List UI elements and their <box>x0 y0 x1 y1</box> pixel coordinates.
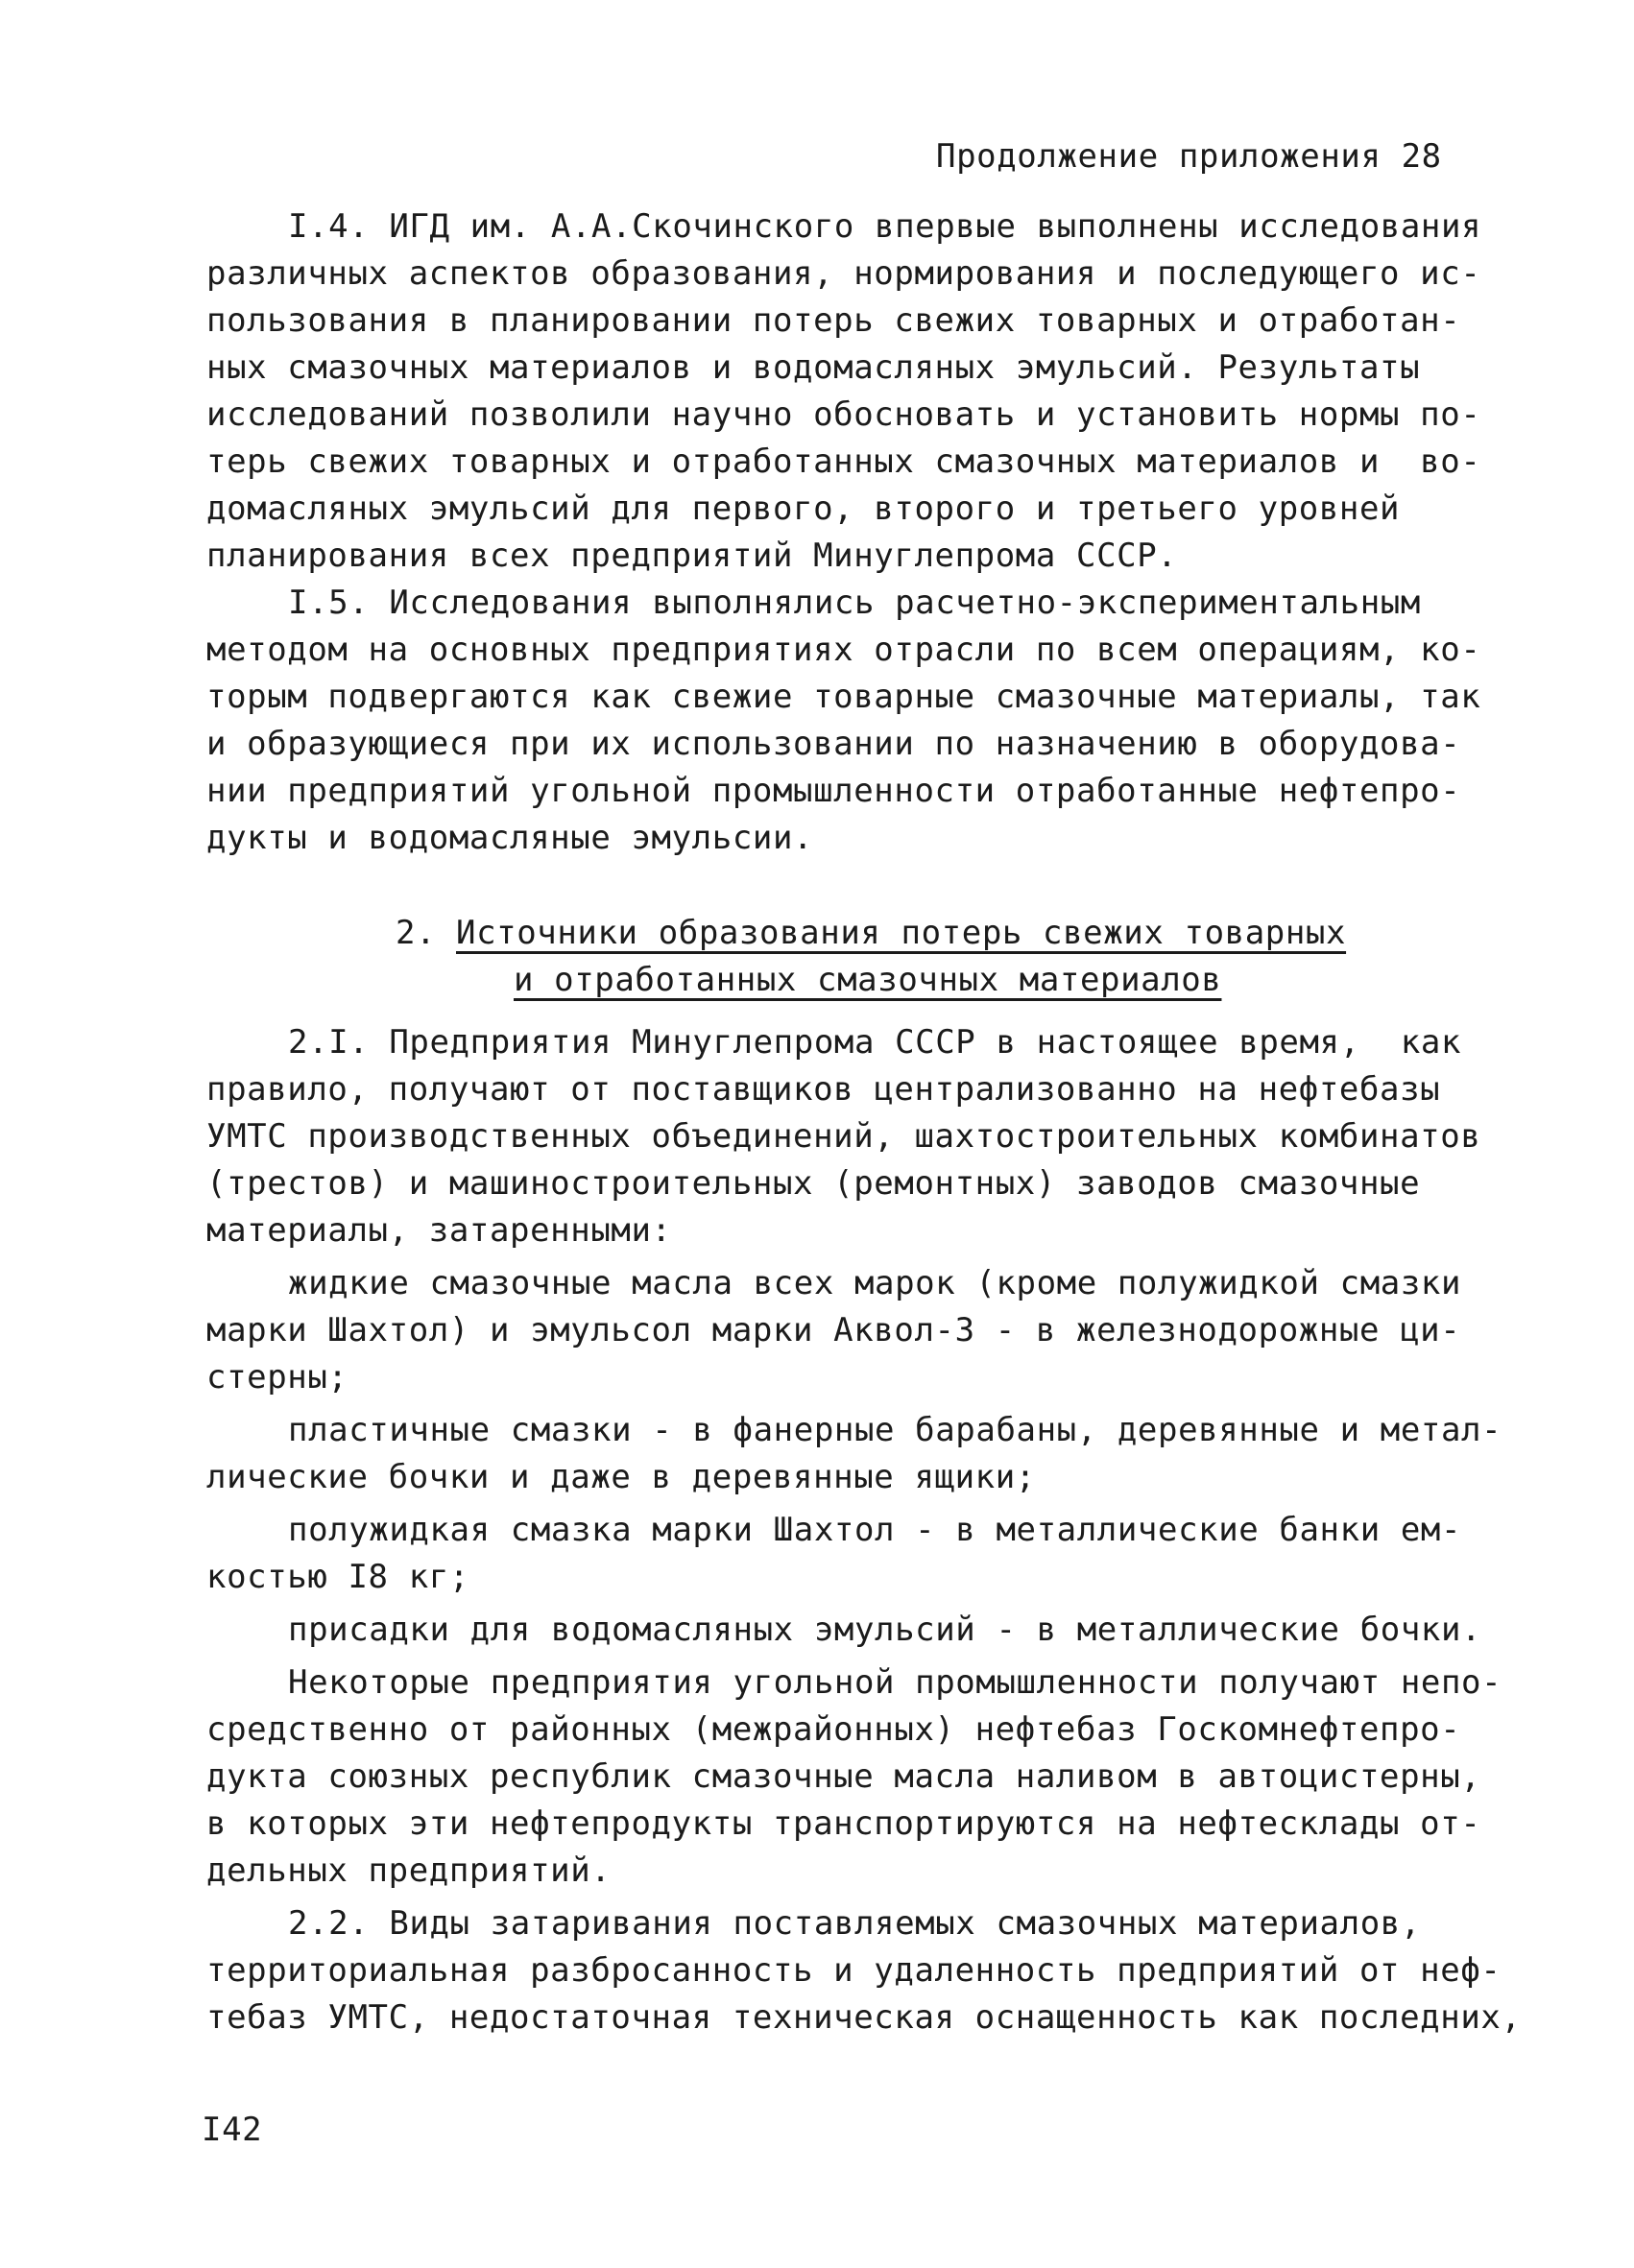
list-item-plastic-line: лические бочки и даже в деревянные ящики; <box>206 1458 1036 1496</box>
section-title-line-2: и отработанных смазочных материалов <box>514 961 1222 999</box>
page-number: I42 <box>202 2111 263 2149</box>
paragraph-1-5-line: торым подвергаются как свежие товарные смазочные материалы, так <box>206 678 1481 716</box>
paragraph-some-line: Некоторые предприятия угольной промышленности получают непо- <box>288 1663 1502 1702</box>
paragraph-1-4-line: домасляных эмульсий для первого, второго и третьего уровней <box>206 489 1401 528</box>
list-item-additives-line: присадки для водомасляных эмульсий - в металлические бочки. <box>288 1611 1482 1649</box>
section-title-line-1: Источники образования потерь свежих товарных <box>456 914 1347 952</box>
paragraph-1-4-line: исследований позволили научно обосновать и установить нормы по- <box>206 395 1481 434</box>
paragraph-2-2-line: 2.2. Виды затаривания поставляемых смазочных материалов, <box>288 1904 1421 1943</box>
paragraph-2-2-line: тебаз УМТС, недостаточная техническая оснащенность как последних, <box>206 1998 1522 2037</box>
list-item-liquid-line: марки Шахтол) и эмульсол марки Аквол-3 - в железнодорожные ци- <box>206 1311 1461 1349</box>
list-item-plastic-line: пластичные смазки - в фанерные барабаны, деревянные и метал- <box>288 1411 1502 1449</box>
list-item-semiliquid-line: полужидкая смазка марки Шахтол - в металлические банки ем- <box>288 1511 1462 1549</box>
paragraph-1-5-line: и образующиеся при их использовании по назначению в оборудова- <box>206 725 1461 763</box>
list-item-semiliquid-line: костью I8 кг; <box>206 1558 469 1596</box>
section-number: 2. <box>396 914 437 952</box>
paragraph-2-1-line: материалы, затаренными: <box>206 1211 672 1250</box>
running-header: Продолжение приложения 28 <box>936 137 1442 176</box>
paragraph-1-4-line: различных аспектов образования, нормирования и последующего ис- <box>206 254 1481 293</box>
paragraph-some-line: средственно от районных (межрайонных) нефтебаз Госкомнефтепро- <box>206 1710 1461 1749</box>
paragraph-1-4-line: планирования всех предприятий Минуглепрома СССР. <box>206 537 1178 575</box>
paragraph-1-4-line: пользования в планировании потерь свежих товарных и отработан- <box>206 301 1461 340</box>
list-item-liquid-line: стерны; <box>206 1358 348 1397</box>
paragraph-some-line: дельных предприятий. <box>206 1851 612 1890</box>
paragraph-1-4-line: терь свежих товарных и отработанных смазочных материалов и во- <box>206 442 1481 481</box>
paragraph-some-line: дукта союзных республик смазочные масла наливом в автоцистерны, <box>206 1757 1481 1796</box>
paragraph-1-5-line: дукты и водомасляные эмульсии. <box>206 819 814 857</box>
paragraph-2-1-line: (трестов) и машиностроительных (ремонтных) заводов смазочные <box>206 1164 1421 1203</box>
paragraph-1-5-line: I.5. Исследования выполнялись расчетно-экспериментальным <box>288 584 1421 622</box>
paragraph-1-4-line: I.4. ИГД им. А.А.Скочинского впервые выполнены исследования <box>288 207 1482 246</box>
paragraph-some-line: в которых эти нефтепродукты транспортируются на нефтесклады от- <box>206 1804 1481 1843</box>
paragraph-1-5-line: нии предприятий угольной промышленности отработанные нефтепро- <box>206 772 1461 810</box>
paragraph-2-1-line: УМТС производственных объединений, шахтостроительных комбинатов <box>206 1117 1481 1156</box>
paragraph-1-4-line: ных смазочных материалов и водомасляных эмульсий. Результаты <box>206 348 1421 387</box>
paragraph-2-1-line: 2.I. Предприятия Минуглепрома СССР в настоящее время, как <box>288 1023 1462 1062</box>
list-item-liquid-line: жидкие смазочные масла всех марок (кроме полужидкой смазки <box>288 1264 1462 1302</box>
paragraph-2-1-line: правило, получают от поставщиков централизованно на нефтебазы <box>206 1070 1441 1109</box>
paragraph-1-5-line: методом на основных предприятиях отрасли по всем операциям, ко- <box>206 631 1481 669</box>
paragraph-2-2-line: территориальная разбросанность и удаленность предприятий от неф- <box>206 1951 1502 1990</box>
